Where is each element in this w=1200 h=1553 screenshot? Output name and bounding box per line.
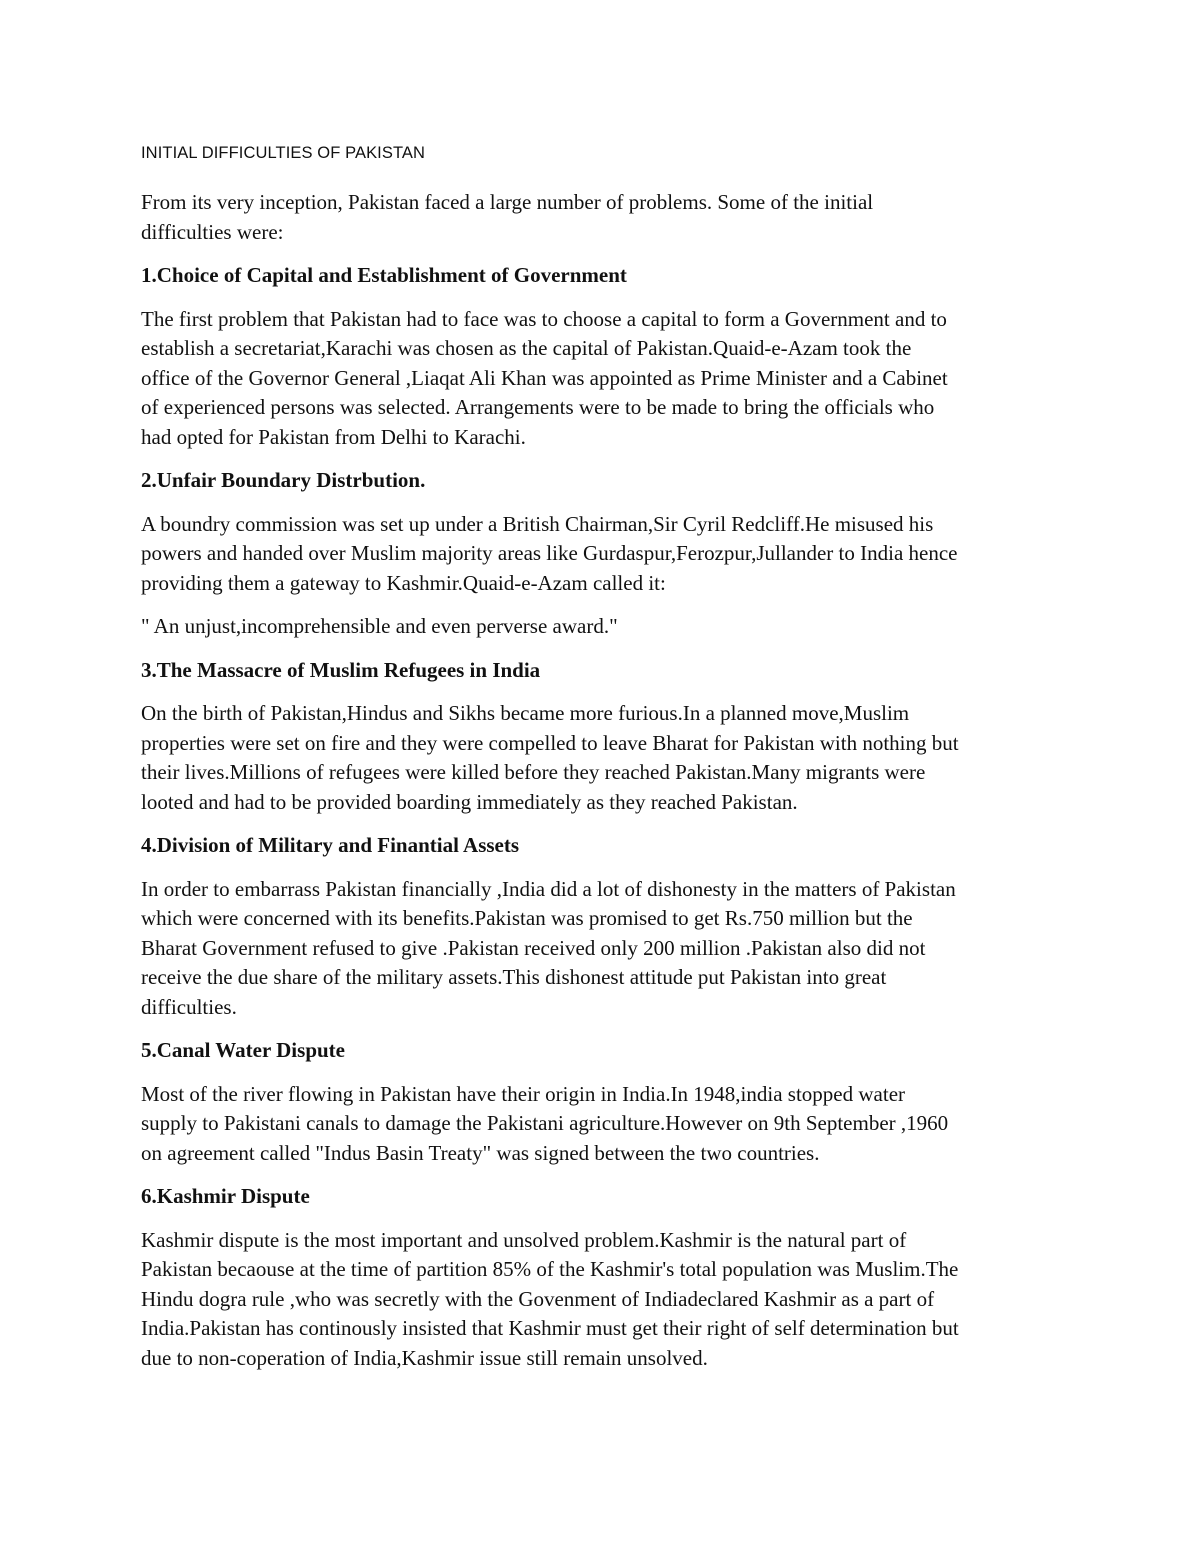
text-line: Kashmir dispute is the most important and unsolved problem.Kashmir is the natural part of [141,1227,907,1252]
text-line: looted and had to be provided boarding immediately as they reached Pakistan. [141,789,798,814]
text-line: In order to embarrass Pakistan financially ,India did a lot of dishonesty in the matters of Pakistan [141,876,956,901]
text-line: office of the Governor General ,Liaqat Ali Khan was appointed as Prime Minister and a Cabinet [141,365,948,390]
section-paragraph [141,699,1066,817]
text-line: Most of the river flowing in Pakistan have their origin in India.In 1948,india stopped water [141,1081,906,1106]
section-assets [141,831,1066,1022]
text-line: establish a secretariat,Karachi was chosen as the capital of Pakistan.Quaid-e-Azam took the [141,336,912,360]
section-refugees [141,656,1066,818]
section-heading: 5.Canal Water Dispute [141,1038,345,1062]
document-page [141,140,1066,1387]
text-line: due to non-coperation of India,Kashmir issue still remain unsolved. [141,1345,708,1370]
document-title: INITIAL DIFFICULTIES OF PAKISTAN [141,144,426,162]
text-line: Pakistan becaouse at the time of partition 85% of the Kashmir's total population was Muslim.The [141,1257,959,1281]
text-line: providing them a gateway to Kashmir.Quaid-e-Azam called it: [141,570,666,595]
quote-paragraph [141,612,1066,642]
text-line: difficulties. [141,994,237,1019]
section-heading: 1.Choice of Capital and Establishment of Government [141,263,627,287]
text-line: had opted for Pakistan from Delhi to Karachi. [141,424,526,449]
text-line: difficulties were: [141,219,284,244]
text-line: their lives.Millions of refugees were killed before they reached Pakistan.Many migrants were [141,760,926,784]
text-line: The first problem that Pakistan had to face was to choose a capital to form a Government and to [141,306,947,331]
section-heading: 2.Unfair Boundary Distrbution. [141,468,426,492]
text-line: of experienced persons was selected. Arrangements were to be made to bring the officials who [141,395,935,419]
section-heading: 4.Division of Military and Finantial Assets [141,833,520,857]
section-paragraph [141,875,1066,1023]
section-heading: 6.Kashmir Dispute [141,1184,310,1208]
section-paragraph [141,510,1066,599]
text-line: Bharat Government refused to give .Pakistan received only 200 million .Pakistan also did not [141,935,926,960]
section-capital [141,261,1066,452]
section-heading: 3.The Massacre of Muslim Refugees in India [141,657,541,682]
text-line: From its very inception, Pakistan faced a large number of problems. Some of the initial [141,190,874,214]
text-line: " An unjust,incomprehensible and even perverse award." [141,614,618,638]
text-line: India.Pakistan has continously insisted that Kashmir must get their right of self determination but [141,1316,959,1340]
text-line: on agreement called "Indus Basin Treaty" was signed between the two countries. [141,1140,820,1165]
intro-paragraph [141,188,1066,247]
text-line: receive the due share of the military assets.This dishonest attitude put Pakistan into great [141,965,887,989]
section-paragraph [141,305,1066,453]
text-line: On the birth of Pakistan,Hindus and Sikhs became more furious.In a planned move,Muslim [141,701,910,725]
text-line: which were concerned with its benefits.Pakistan was promised to get Rs.750 million but the [141,906,913,930]
text-line: powers and handed over Muslim majority areas like Gurdaspur,Ferozpur,Jullander to India hence [141,541,958,565]
section-paragraph [141,1226,1066,1374]
section-kashmir [141,1182,1066,1373]
text-line: A boundry commission was set up under a British Chairman,Sir Cyril Redcliff.He misused his [141,511,934,536]
section-boundary [141,466,1066,642]
section-canal-water [141,1036,1066,1168]
text-line: supply to Pakistani canals to damage the Pakistani agriculture.However on 9th September ,1960 [141,1111,949,1135]
section-paragraph [141,1080,1066,1169]
text-line: properties were set on fire and they were compelled to leave Bharat for Pakistan with nothing but [141,730,959,755]
text-line: Hindu dogra rule ,who was secretly with the Govenment of Indiadeclared Kashmir as a part of [141,1286,935,1311]
